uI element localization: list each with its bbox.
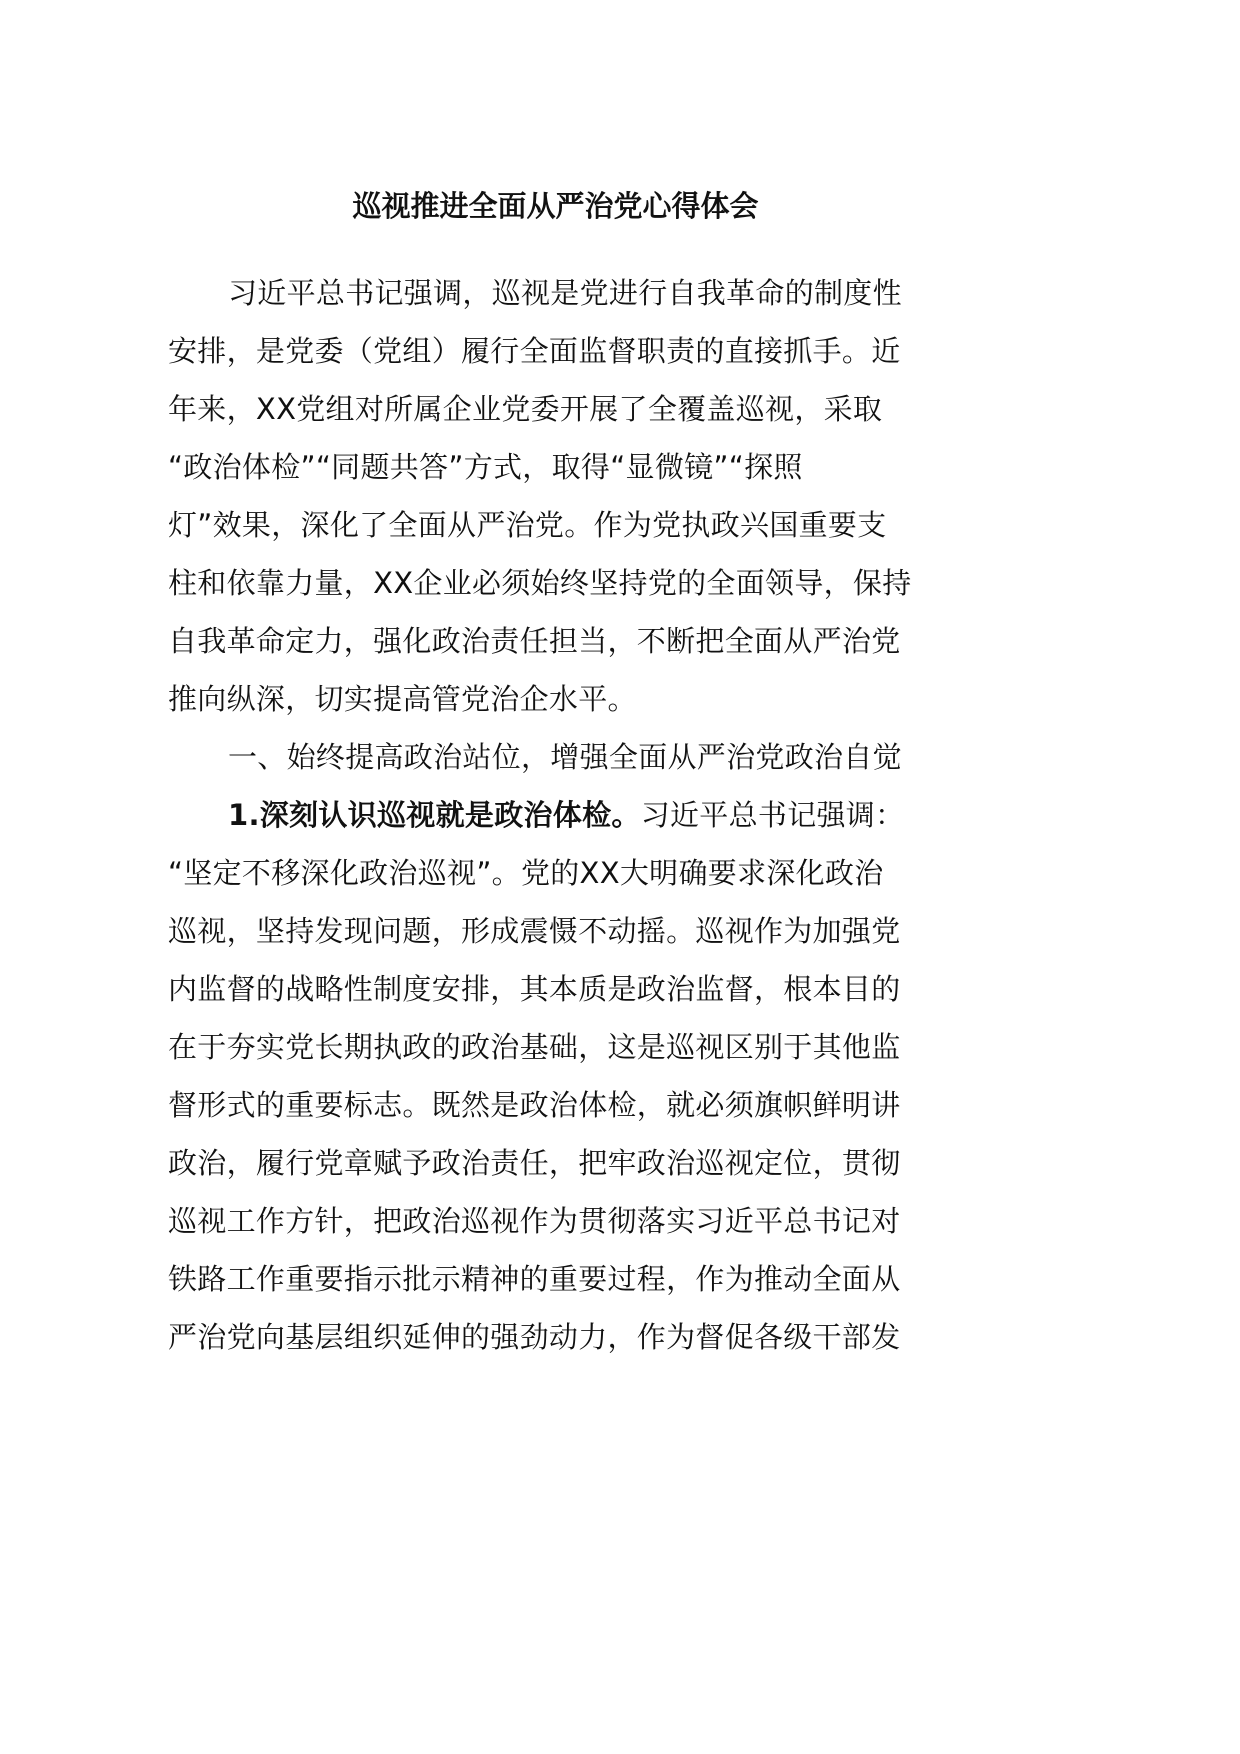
paragraph-line: 内监督的战略性制度安排，其本质是政治监督，根本目的 bbox=[168, 972, 901, 1006]
paragraph-line: 政治，履行党章赋予政治责任，把牢政治巡视定位，贯彻 bbox=[168, 1146, 901, 1180]
subheading-line bbox=[168, 795, 948, 853]
paragraph-text: 习近平总书记强调： bbox=[640, 798, 905, 832]
paragraph-line: “坚定不移深化政治巡视”。党的XX大明确要求深化政治 bbox=[168, 856, 884, 890]
paragraph-line: 自我革命定力，强化政治责任担当，不断把全面从严治党 bbox=[168, 624, 901, 658]
paragraph-line: 灯”效果，深化了全面从严治党。作为党执政兴国重要支 bbox=[168, 508, 887, 542]
paragraph-line: 年来，XX党组对所属企业党委开展了全覆盖巡视，采取 bbox=[168, 392, 883, 426]
paragraph-line: 安排，是党委（党组）履行全面监督职责的直接抓手。近 bbox=[168, 334, 901, 368]
paragraph-line: “政治体检”“同题共答”方式，取得“显微镜”“探照 bbox=[168, 450, 803, 484]
paragraph-line: 巡视工作方针，把政治巡视作为贯彻落实习近平总书记对 bbox=[168, 1204, 901, 1238]
document-body bbox=[168, 273, 948, 1375]
paragraph-line: 习近平总书记强调，巡视是党进行自我革命的制度性 bbox=[228, 276, 902, 310]
section-heading: 一、始终提高政治站位，增强全面从严治党政治自觉 bbox=[228, 740, 902, 774]
paragraph-line: 严治党向基层组织延伸的强劲动力，作为督促各级干部发 bbox=[168, 1320, 901, 1354]
paragraph-line: 督形式的重要标志。既然是政治体检，就必须旗帜鲜明讲 bbox=[168, 1088, 901, 1122]
paragraph-line: 巡视，坚持发现问题，形成震慑不动摇。巡视作为加强党 bbox=[168, 914, 901, 948]
paragraph-line: 在于夯实党长期执政的政治基础，这是巡视区别于其他监 bbox=[168, 1030, 901, 1064]
paragraph-line: 柱和依靠力量，XX企业必须始终坚持党的全面领导，保持 bbox=[168, 566, 912, 600]
paragraph-line: 铁路工作重要指示批示精神的重要过程，作为推动全面从 bbox=[168, 1262, 901, 1296]
paragraph-line: 推向纵深，切实提高管党治企水平。 bbox=[168, 682, 637, 716]
document-title: 巡视推进全面从严治党心得体会 bbox=[352, 189, 759, 223]
subheading-bold: 1.深刻认识巡视就是政治体检。 bbox=[228, 798, 641, 832]
